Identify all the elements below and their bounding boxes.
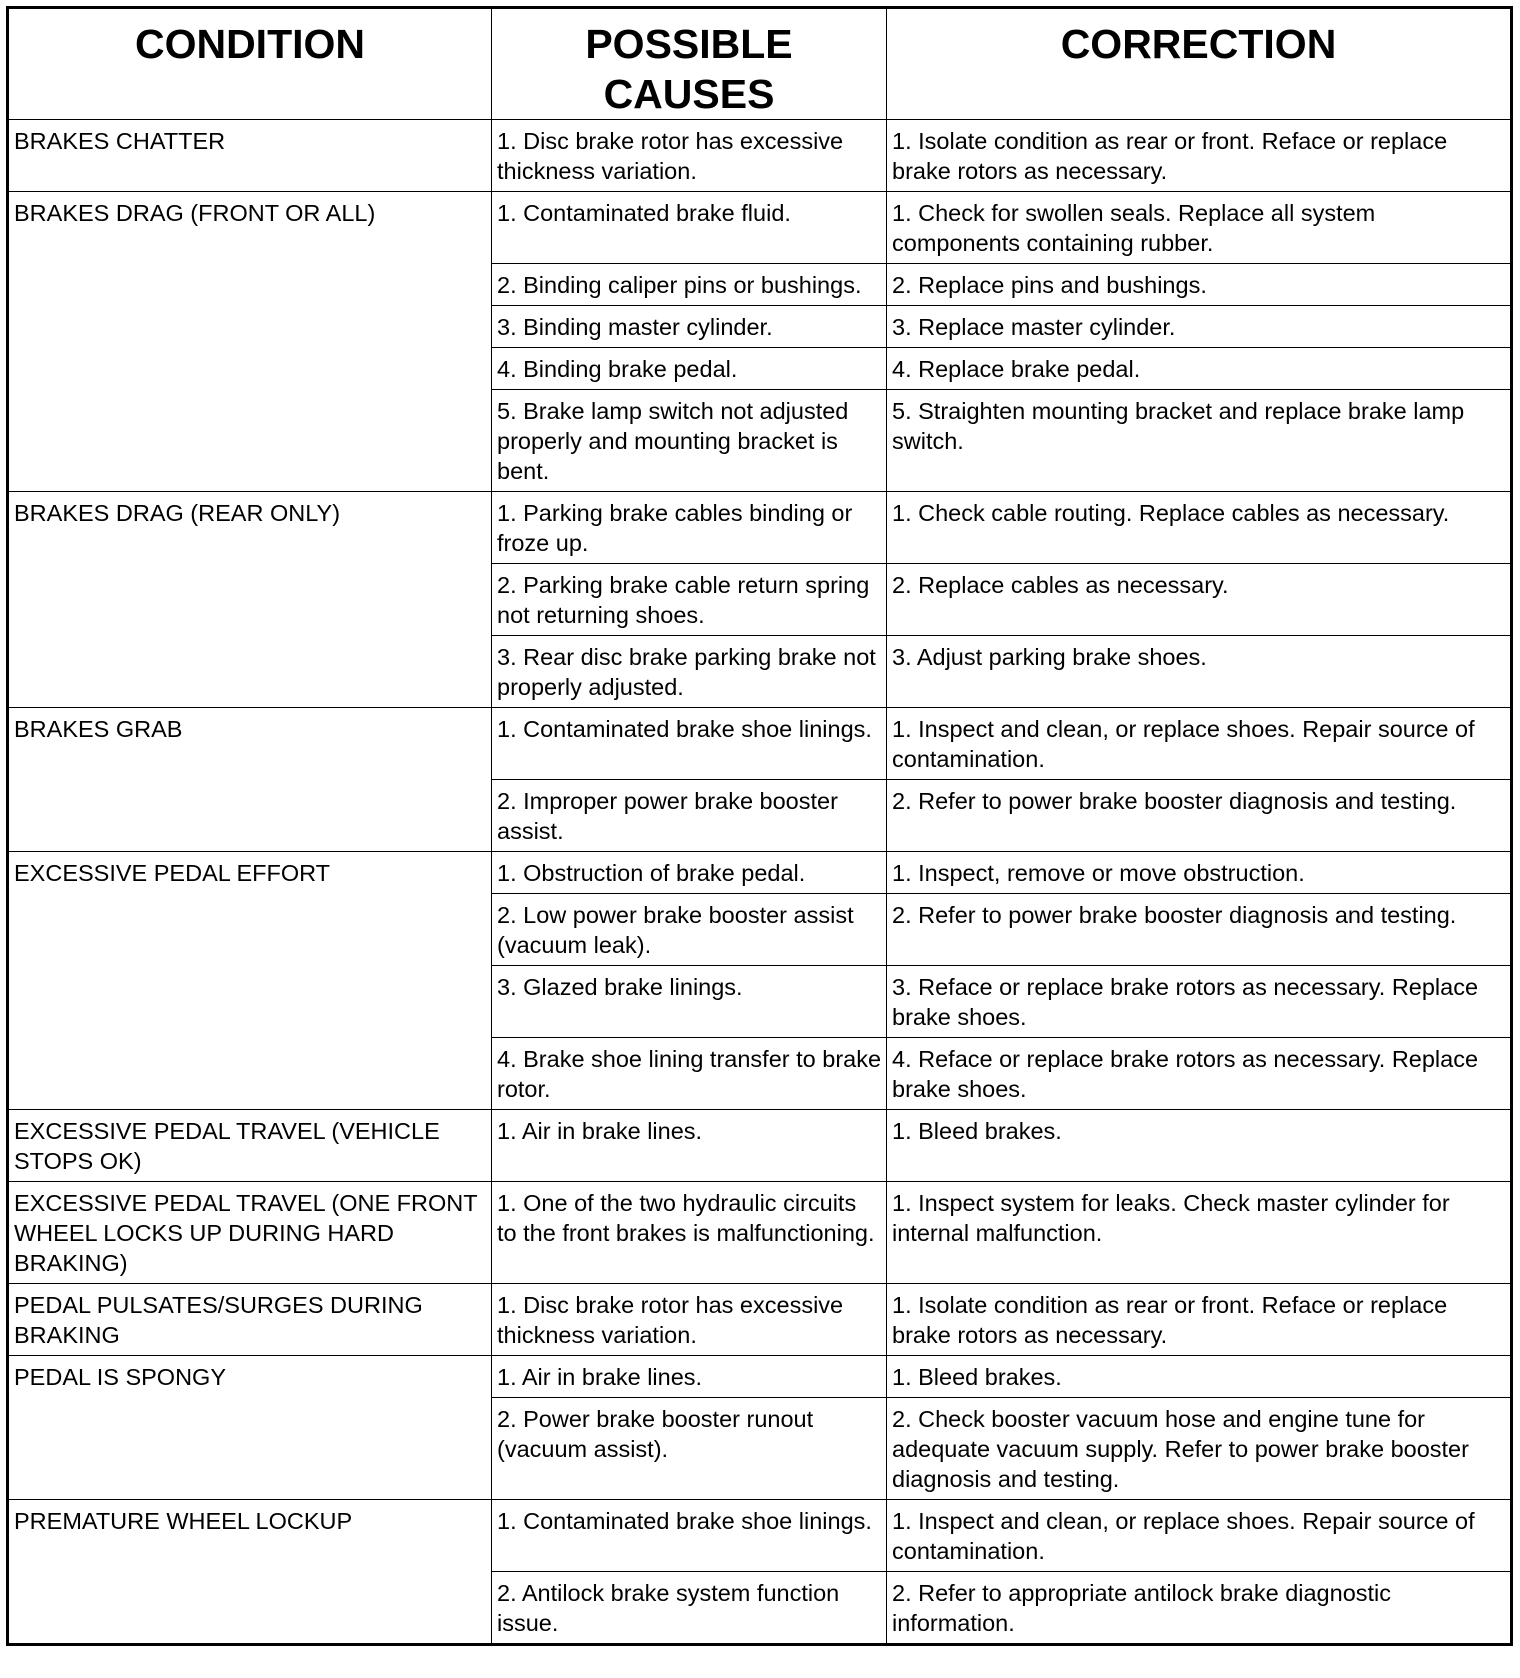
possible-cause-cell: 1. Contaminated brake shoe linings.	[492, 708, 887, 780]
possible-cause-cell: 2. Low power brake booster assist (vacuum leak).	[492, 894, 887, 966]
correction-cell: 5. Straighten mounting bracket and replace brake lamp switch.	[887, 390, 1512, 492]
table-row	[8, 852, 1512, 894]
correction-cell: 1. Inspect and clean, or replace shoes. Repair source of contamination.	[887, 1500, 1512, 1572]
table-row	[8, 1182, 1512, 1284]
correction-cell: 1. Inspect system for leaks. Check master cylinder for internal malfunction.	[887, 1182, 1512, 1284]
correction-cell: 2. Refer to appropriate antilock brake diagnostic information.	[887, 1572, 1512, 1645]
condition-cell: BRAKES GRAB	[8, 708, 492, 852]
condition-cell: EXCESSIVE PEDAL TRAVEL (ONE FRONT WHEEL LOCKS UP DURING HARD BRAKING)	[8, 1182, 492, 1284]
condition-cell: BRAKES DRAG (FRONT OR ALL)	[8, 192, 492, 492]
correction-cell: 1. Inspect and clean, or replace shoes. Repair source of contamination.	[887, 708, 1512, 780]
correction-header: CORRECTION	[887, 8, 1512, 120]
possible-cause-cell: 2. Parking brake cable return spring not returning shoes.	[492, 564, 887, 636]
correction-cell: 1. Check cable routing. Replace cables as necessary.	[887, 492, 1512, 564]
correction-cell: 1. Bleed brakes.	[887, 1356, 1512, 1398]
possible-cause-cell: 1. Disc brake rotor has excessive thickness variation.	[492, 120, 887, 192]
correction-cell: 1. Isolate condition as rear or front. Reface or replace brake rotors as necessary.	[887, 120, 1512, 192]
possible-cause-cell: 4. Binding brake pedal.	[492, 348, 887, 390]
table-row	[8, 120, 1512, 192]
possible-cause-cell: 2. Power brake booster runout (vacuum assist).	[492, 1398, 887, 1500]
correction-cell: 2. Refer to power brake booster diagnosis and testing.	[887, 894, 1512, 966]
table-row	[8, 192, 1512, 264]
correction-cell: 2. Replace cables as necessary.	[887, 564, 1512, 636]
possible-cause-cell: 1. Parking brake cables binding or froze up.	[492, 492, 887, 564]
condition-cell: EXCESSIVE PEDAL TRAVEL (VEHICLE STOPS OK)	[8, 1110, 492, 1182]
possible-cause-cell: 3. Glazed brake linings.	[492, 966, 887, 1038]
possible-cause-cell: 1. Contaminated brake fluid.	[492, 192, 887, 264]
correction-cell: 4. Reface or replace brake rotors as necessary. Replace brake shoes.	[887, 1038, 1512, 1110]
possible-cause-cell: 4. Brake shoe lining transfer to brake rotor.	[492, 1038, 887, 1110]
condition-cell: PEDAL PULSATES/SURGES DURING BRAKING	[8, 1284, 492, 1356]
possible-cause-cell: 2. Antilock brake system function issue.	[492, 1572, 887, 1645]
possible-cause-cell: 1. Contaminated brake shoe linings.	[492, 1500, 887, 1572]
condition-cell: PREMATURE WHEEL LOCKUP	[8, 1500, 492, 1645]
possible-cause-cell: 5. Brake lamp switch not adjusted properly and mounting bracket is bent.	[492, 390, 887, 492]
possible-cause-cell: 3. Rear disc brake parking brake not properly adjusted.	[492, 636, 887, 708]
correction-cell: 2. Replace pins and bushings.	[887, 264, 1512, 306]
correction-cell: 3. Replace master cylinder.	[887, 306, 1512, 348]
correction-cell: 1. Inspect, remove or move obstruction.	[887, 852, 1512, 894]
condition-cell: EXCESSIVE PEDAL EFFORT	[8, 852, 492, 1110]
table-row	[8, 492, 1512, 564]
correction-cell: 3. Adjust parking brake shoes.	[887, 636, 1512, 708]
possible-cause-cell: 1. Air in brake lines.	[492, 1110, 887, 1182]
table-row	[8, 708, 1512, 780]
possible-cause-cell: 1. One of the two hydraulic circuits to the front brakes is malfunctioning.	[492, 1182, 887, 1284]
condition-cell: PEDAL IS SPONGY	[8, 1356, 492, 1500]
table-row	[8, 1110, 1512, 1182]
condition-cell: BRAKES DRAG (REAR ONLY)	[8, 492, 492, 708]
condition-header: CONDITION	[8, 8, 492, 120]
correction-cell: 3. Reface or replace brake rotors as necessary. Replace brake shoes.	[887, 966, 1512, 1038]
table-row	[8, 1284, 1512, 1356]
correction-cell: 1. Check for swollen seals. Replace all system components containing rubber.	[887, 192, 1512, 264]
correction-cell: 4. Replace brake pedal.	[887, 348, 1512, 390]
table-row	[8, 1500, 1512, 1572]
correction-cell: 1. Isolate condition as rear or front. Reface or replace brake rotors as necessary.	[887, 1284, 1512, 1356]
correction-cell: 2. Refer to power brake booster diagnosis and testing.	[887, 780, 1512, 852]
diagnosis-sheet	[6, 6, 1510, 1646]
correction-cell: 2. Check booster vacuum hose and engine tune for adequate vacuum supply. Refer to power brake booster diagnosis and testing.	[887, 1398, 1512, 1500]
brake-diagnosis-table	[6, 6, 1513, 1646]
table-body	[8, 120, 1512, 1645]
possible-cause-cell: 3. Binding master cylinder.	[492, 306, 887, 348]
possible-cause-cell: 1. Air in brake lines.	[492, 1356, 887, 1398]
possible-cause-cell: 1. Disc brake rotor has excessive thickness variation.	[492, 1284, 887, 1356]
condition-cell: BRAKES CHATTER	[8, 120, 492, 192]
possible-cause-cell: 1. Obstruction of brake pedal.	[492, 852, 887, 894]
possible-cause-cell: 2. Improper power brake booster assist.	[492, 780, 887, 852]
possible-causes-header: POSSIBLE CAUSES	[492, 8, 887, 120]
header-row	[8, 8, 1512, 120]
table-row	[8, 1356, 1512, 1398]
possible-cause-cell: 2. Binding caliper pins or bushings.	[492, 264, 887, 306]
correction-cell: 1. Bleed brakes.	[887, 1110, 1512, 1182]
